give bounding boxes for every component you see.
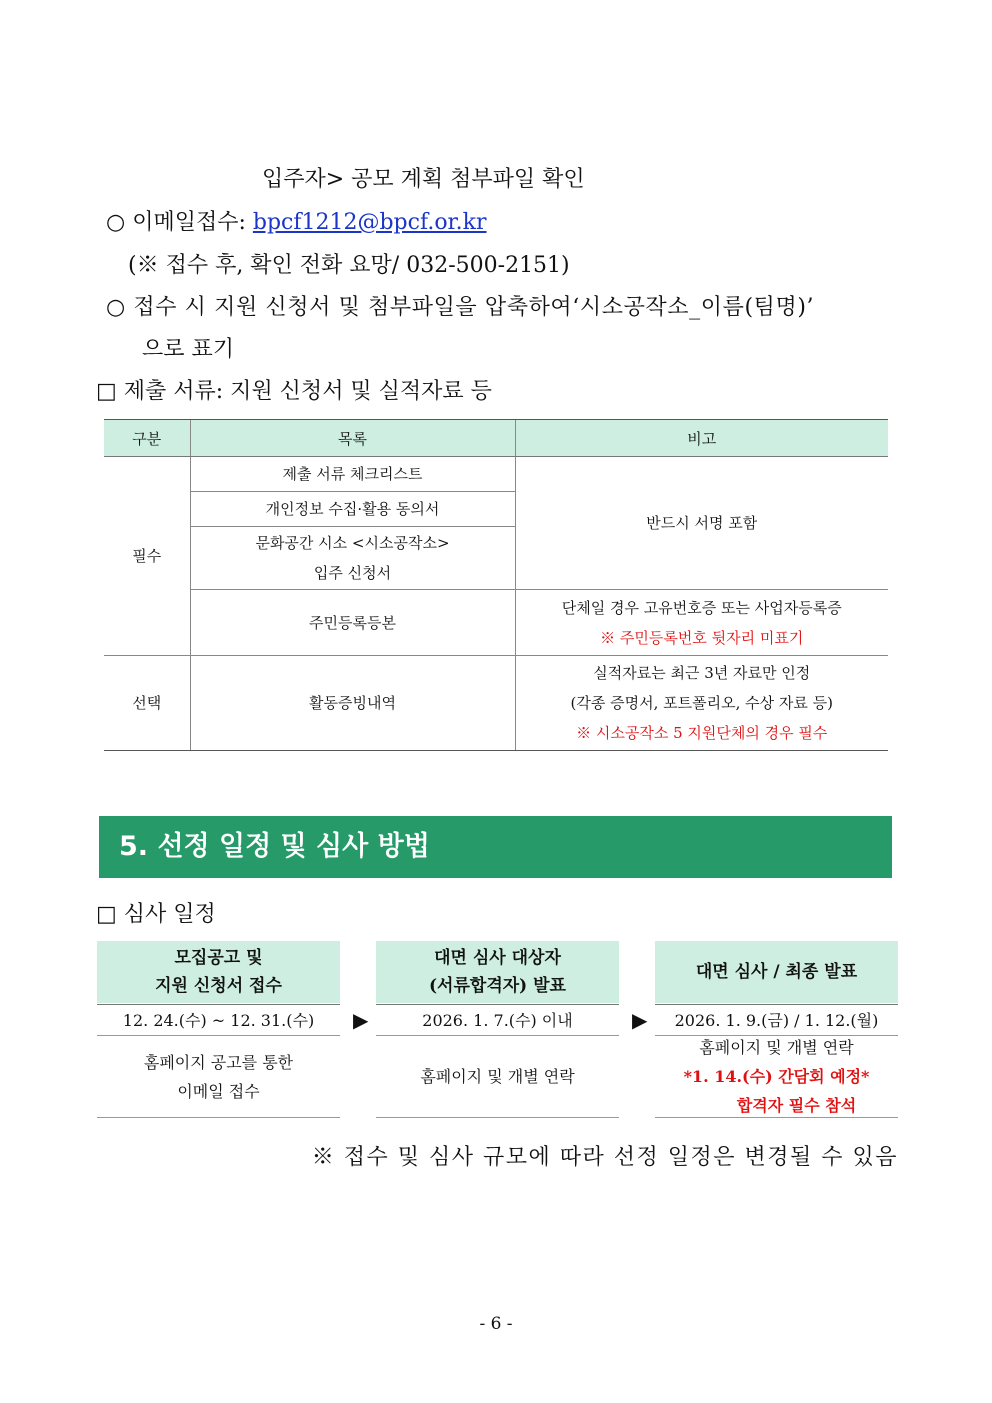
- step2-header: [376, 941, 619, 1003]
- email-line: [106, 205, 487, 236]
- doc-application-line1: 문화공간 시소 <시소공작소>: [255, 534, 450, 552]
- phone-note: (※ 접수 후, 확인 전화 요망/ 032-500-2151): [128, 253, 570, 278]
- step2-header-line1: 대면 심사 대상자: [434, 948, 561, 968]
- step1-date: 12. 24.(수) ~ 12. 31.(수): [97, 1004, 340, 1036]
- step3-date: 2026. 1. 9.(금) / 1. 12.(월): [655, 1004, 898, 1036]
- page-number: - 6 -: [479, 1314, 513, 1334]
- note-activity-line1: 실적자료는 최근 3년 자료만 인정: [593, 664, 811, 682]
- note-activity: [515, 656, 888, 751]
- schedule-note: ※ 접수 및 심사 규모에 따라 선정 일정은 변경될 수 있음: [311, 1145, 898, 1170]
- step3-desc-line2: *1. 14.(수) 간담회 예정*: [683, 1067, 870, 1086]
- col-header-category: 구분: [104, 420, 190, 457]
- arrow-icon: ▶: [632, 1008, 648, 1032]
- optional-label: 선택: [104, 656, 190, 751]
- step2-desc: [376, 1036, 619, 1118]
- email-label: ○ 이메일접수:: [106, 210, 253, 235]
- step2-date: 2026. 1. 7.(수) 이내: [376, 1004, 619, 1036]
- col-header-list: 목록: [190, 420, 515, 457]
- step3-desc-line1: 홈페이지 및 개별 연락: [699, 1038, 854, 1057]
- step3-desc-line3: 합격자 필수 참석: [736, 1096, 857, 1115]
- step1-desc: [97, 1036, 340, 1118]
- note-activity-line2: (각종 증명서, 포트폴리오, 수상 자료 등): [570, 694, 833, 712]
- step3-header-line1: 대면 심사 / 최종 발표: [695, 962, 858, 982]
- required-label: 필수: [104, 457, 190, 656]
- zip-note: ○ 접수 시 지원 신청서 및 첨부파일을 압축하여‘시소공작소_이름(팀명)’: [106, 295, 815, 320]
- email-link[interactable]: bpcf1212@bpcf.or.kr: [252, 210, 487, 235]
- note-group-line2: ※ 주민등록번호 뒷자리 미표기: [600, 628, 804, 647]
- note-signature: 반드시 서명 포함: [515, 457, 888, 590]
- doc-application-line2: 입주 신청서: [313, 564, 392, 582]
- step1-header: [97, 941, 340, 1003]
- table-row: [104, 590, 888, 656]
- step1-header-line2: 지원 신청서 접수: [155, 976, 282, 996]
- doc-checklist: 제출 서류 체크리스트: [190, 457, 515, 492]
- step3-header: [655, 941, 898, 1003]
- table-header-row: [104, 420, 888, 457]
- docs-table: [104, 419, 888, 751]
- section-title-bar: [99, 816, 892, 878]
- zip-note-cont: 으로 표기: [142, 337, 235, 362]
- schedule-title: □ 심사 일정: [96, 902, 216, 927]
- doc-privacy: 개인정보 수집·활용 동의서: [190, 492, 515, 527]
- note-activity-line3: ※ 시소공작소 5 지원단체의 경우 필수: [576, 724, 828, 742]
- doc-resident-reg: 주민등록등본: [190, 590, 515, 656]
- doc-application: [190, 527, 515, 590]
- arrow-icon: ▶: [353, 1008, 369, 1032]
- step2-desc-line1: 홈페이지 및 개별 연락: [420, 1067, 575, 1086]
- docs-section-title: □ 제출 서류: 지원 신청서 및 실적자료 등: [96, 379, 492, 404]
- intro-line: 입주자> 공모 계획 첨부파일 확인: [262, 167, 585, 192]
- table-row: [104, 656, 888, 751]
- table-row: [104, 457, 888, 492]
- step3-desc: [655, 1036, 898, 1118]
- step1-header-line1: 모집공고 및: [174, 948, 263, 968]
- note-group-line1: 단체일 경우 고유번호증 또는 사업자등록증: [561, 598, 842, 617]
- step2-header-line2: (서류합격자) 발표: [429, 976, 566, 996]
- section-title: 5. 선정 일정 및 심사 방법: [119, 831, 430, 862]
- note-group: [515, 590, 888, 656]
- step1-desc-line2: 이메일 접수: [177, 1081, 260, 1101]
- doc-activity: 활동증빙내역: [190, 656, 515, 751]
- step1-desc-line1: 홈페이지 공고를 통한: [143, 1052, 294, 1072]
- col-header-remarks: 비고: [515, 420, 888, 457]
